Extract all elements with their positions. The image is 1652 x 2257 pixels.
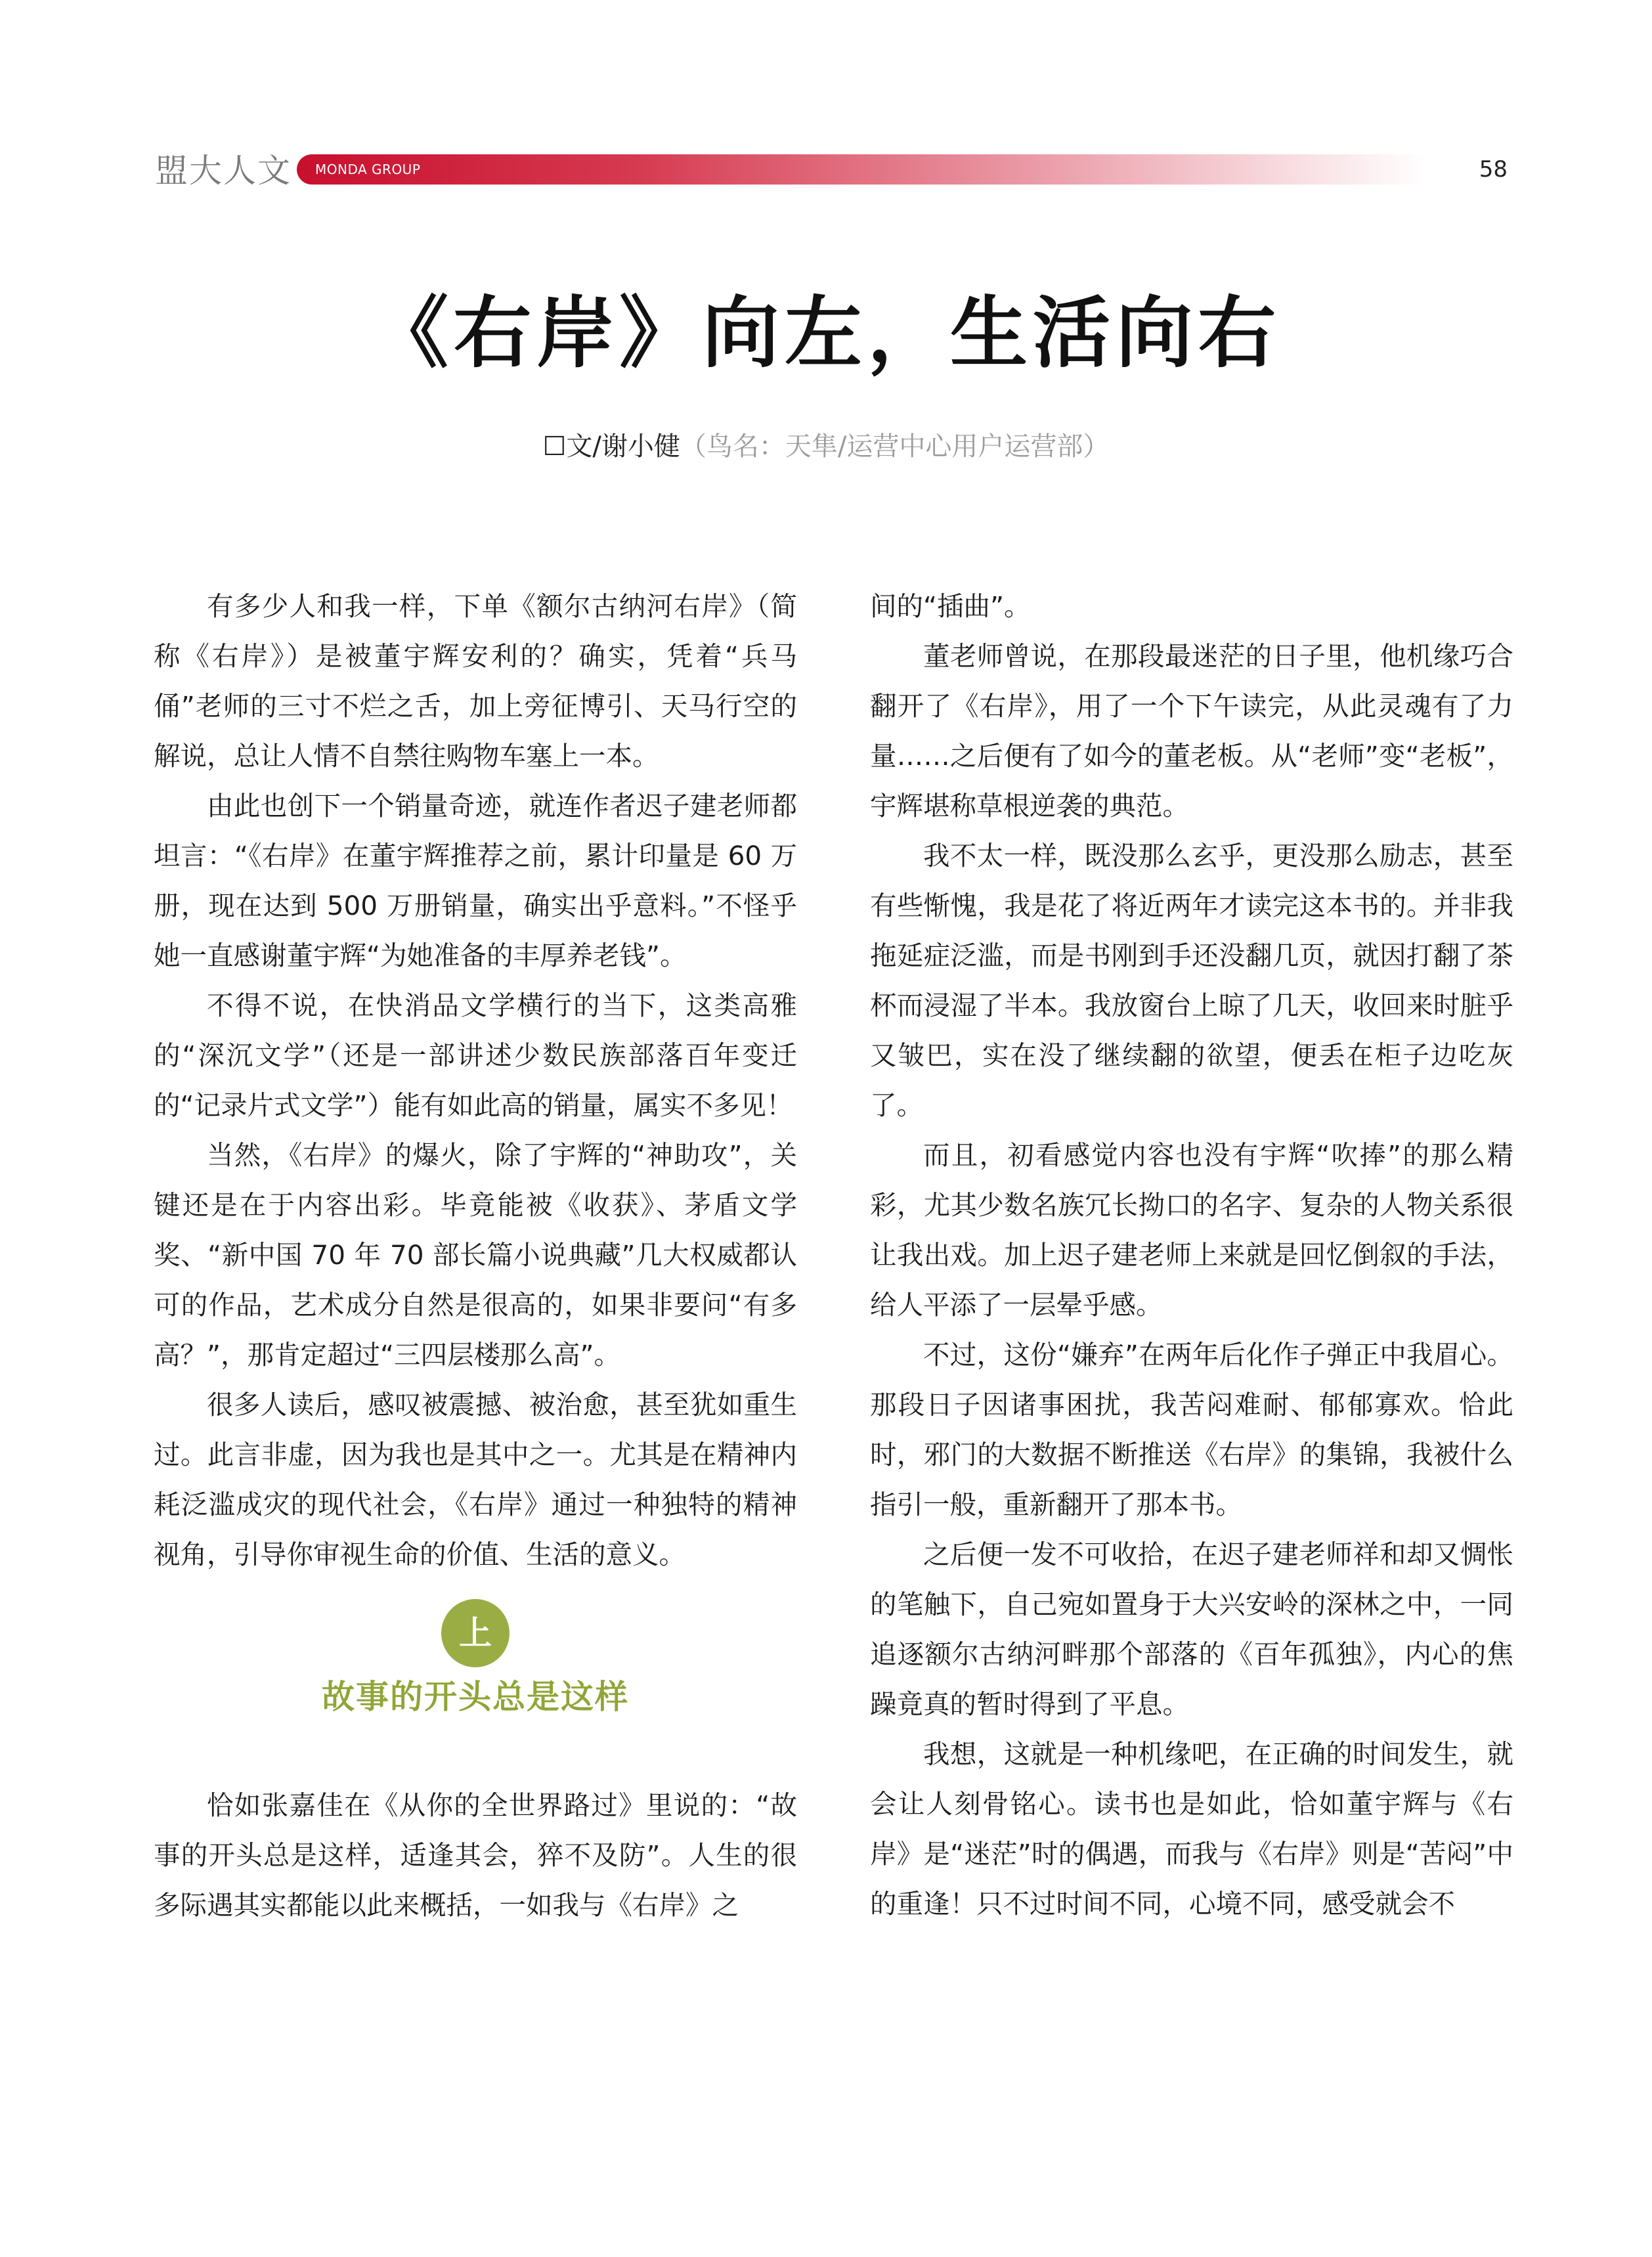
byline-note: （鸟名：天隼/运营中心用户运营部） — [680, 431, 1110, 462]
page-header — [155, 148, 1508, 194]
byline-author: ☐文/谢小健 — [542, 431, 680, 462]
page-number: 58 — [1479, 156, 1508, 183]
paragraph: 很多人读后，感叹被震撼、被治愈，甚至犹如重生过。此言非虚，因为我也是其中之一。尤其是在精神内耗泛滥成灾的现代社会，《右岸》通过一种独特的精神视角，引导你审视生命的价值、生活的意义。 — [154, 1389, 797, 1570]
paragraph: 而且，初看感觉内容也没有宇辉“吹捧”的那么精彩，尤其少数名族冗长拗口的名字、复杂的人物关系很让我出戏。加上迟子建老师上来就是回忆倒叙的手法，给人平添了一层晕乎感。 — [870, 1139, 1513, 1321]
article-title: 《右岸》向左，生活向右 — [370, 288, 1281, 378]
paragraph: 我想，这就是一种机缘吧，在正确的时间发生，就会让人刻骨铭心。读书也是如此，恰如董宇辉与《右岸》是“迷茫”时的偶遇，而我与《右岸》则是“苦闷”中的重逢！只不过时间不同，心境不同，感受就会不 — [870, 1738, 1513, 1919]
magazine-brand: 盟大人文 — [155, 152, 292, 190]
header-band — [297, 154, 1426, 185]
right-column — [870, 581, 1513, 1929]
article-byline — [0, 427, 1652, 466]
section-title: 故事的开头总是这样 — [322, 1678, 629, 1716]
section-badge: 上 — [441, 1599, 510, 1667]
paragraph: 不过，这份“嫌弃”在两年后化作子弹正中我眉心。那段日子因诸事困扰，我苦闷难耐、郁郁寡欢。恰此时，邪门的大数据不断推送《右岸》的集锦，我被什么指引一般，重新翻开了那本书。 — [870, 1339, 1513, 1520]
paragraph: 不得不说，在快消品文学横行的当下，这类高雅的“深沉文学”（还是一部讲述少数民族部落百年变迁的“记录片式文学”）能有如此高的销量，属实不多见！ — [154, 990, 797, 1121]
header-band-label: MONDA GROUP — [315, 162, 421, 177]
paragraph: 由此也创下一个销量奇迹，就连作者迟子建老师都坦言：“《右岸》在董宇辉推荐之前，累计印量是 60 万册，现在达到 500 万册销量，确实出乎意料。”不怪乎她一直感谢董宇辉“为她准备的丰厚养老钱”。 — [154, 790, 797, 971]
paragraph: 之后便一发不可收拾，在迟子建老师祥和却又惆怅的笔触下，自己宛如置身于大兴安岭的深林之中，一同追逐额尔古纳河畔那个部落的《百年孤独》，内心的焦躁竟真的暂时得到了平息。 — [870, 1539, 1513, 1720]
section-heading — [154, 1599, 797, 1720]
paragraph: 当然，《右岸》的爆火，除了宇辉的“神助攻”，关键还是在于内容出彩。毕竟能被《收获》、茅盾文学奖、“新中国 70 年 70 部长篇小说典藏”几大权威都认可的作品，艺术成分自然是很高的，如果非要问“有多高？”，那肯定超过“三四层楼那么高”。 — [154, 1139, 797, 1370]
left-column — [154, 581, 797, 1930]
paragraph: 有多少人和我一样，下单《额尔古纳河右岸》（简称《右岸》）是被董宇辉安利的？确实，凭着“兵马俑”老师的三寸不烂之舌，加上旁征博引、天马行空的解说，总让人情不自禁往购物车塞上一本。 — [154, 590, 797, 772]
paragraph: 我不太一样，既没那么玄乎，更没那么励志，甚至有些惭愧，我是花了将近两年才读完这本书的。并非我拖延症泛滥，而是书刚到手还没翻几页，就因打翻了茶杯而浸湿了半本。我放窗台上晾了几天，收回来时脏乎又皱巴，实在没了继续翻的欲望，便丢在柜子边吃灰了。 — [870, 840, 1513, 1121]
paragraph-continuation: 间的“插曲”。 — [870, 590, 1031, 622]
paragraph: 董老师曾说，在那段最迷茫的日子里，他机缘巧合翻开了《右岸》，用了一个下午读完，从此灵魂有了力量……之后便有了如今的董老板。从“老师”变“老板”，宇辉堪称草根逆袭的典范。 — [870, 640, 1513, 822]
paragraph: 恰如张嘉佳在《从你的全世界路过》里说的：“故事的开头总是这样，适逢其会，猝不及防”。人生的很多际遇其实都能以此来概括，一如我与《右岸》之 — [154, 1789, 797, 1921]
